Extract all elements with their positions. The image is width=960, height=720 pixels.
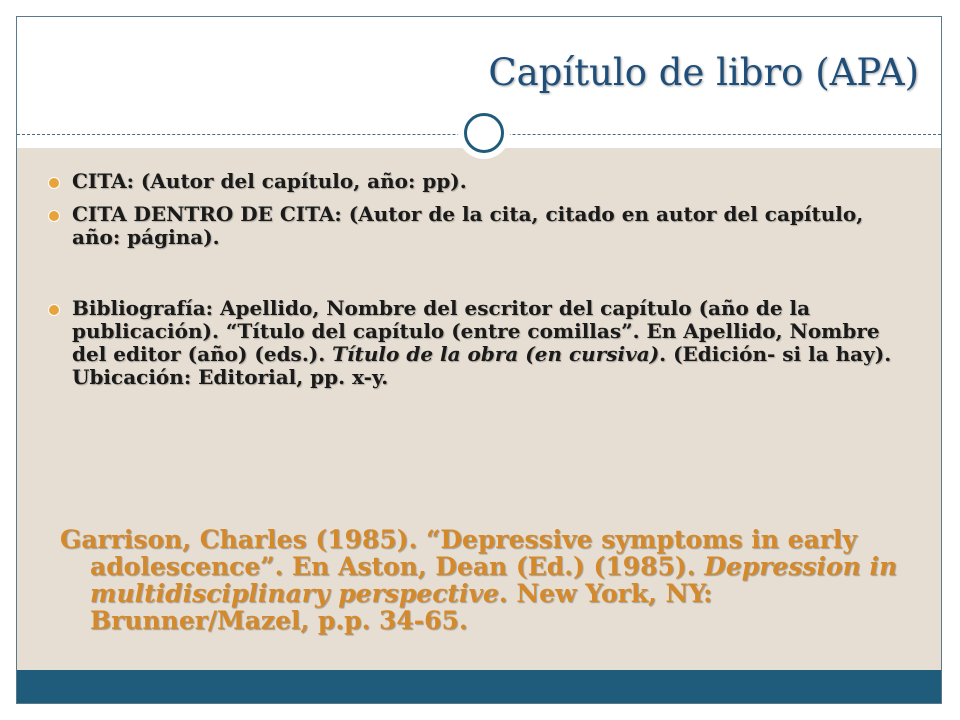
circle-ornament-icon [458,107,510,159]
bullet-bibliografia [44,297,904,389]
bullet-cita: CITA: (Autor del capítulo, año: pp). [44,170,904,193]
bibliografia-italic-text: Título de la obra (en cursiva) [332,342,660,366]
circle-ring [464,113,504,153]
bibliografia-text-end: . (Edición- si la hay). Ubicación: Editorial, pp. x-y. [72,342,892,389]
bibliografia-text: Bibliografía: Apellido, Nombre del escritor del capítulo (año de la publicación). “Título del capítulo (entre comillas”. En Apellido, Nombre del editor (año) (eds.). [72,296,880,366]
bullet-cita-dentro: CITA DENTRO DE CITA: (Autor de la cita, citado en autor del capítulo, año: página). [44,203,904,249]
slide-title: Capítulo de libro (APA) [488,51,919,94]
bullet-list [44,170,904,389]
reference-text: Garrison, Charles (1985). “Depressive symptoms in early adolescence”. En Aston, Dean (Ed.) (1985). [60,525,857,581]
reference-italic-text: Depression in multidisciplinary perspective [90,552,898,608]
footer-bar [17,670,941,703]
reference-text-end: . New York, NY: Brunner/Mazel, p.p. 34-65. [90,579,713,635]
reference-example [60,526,930,634]
